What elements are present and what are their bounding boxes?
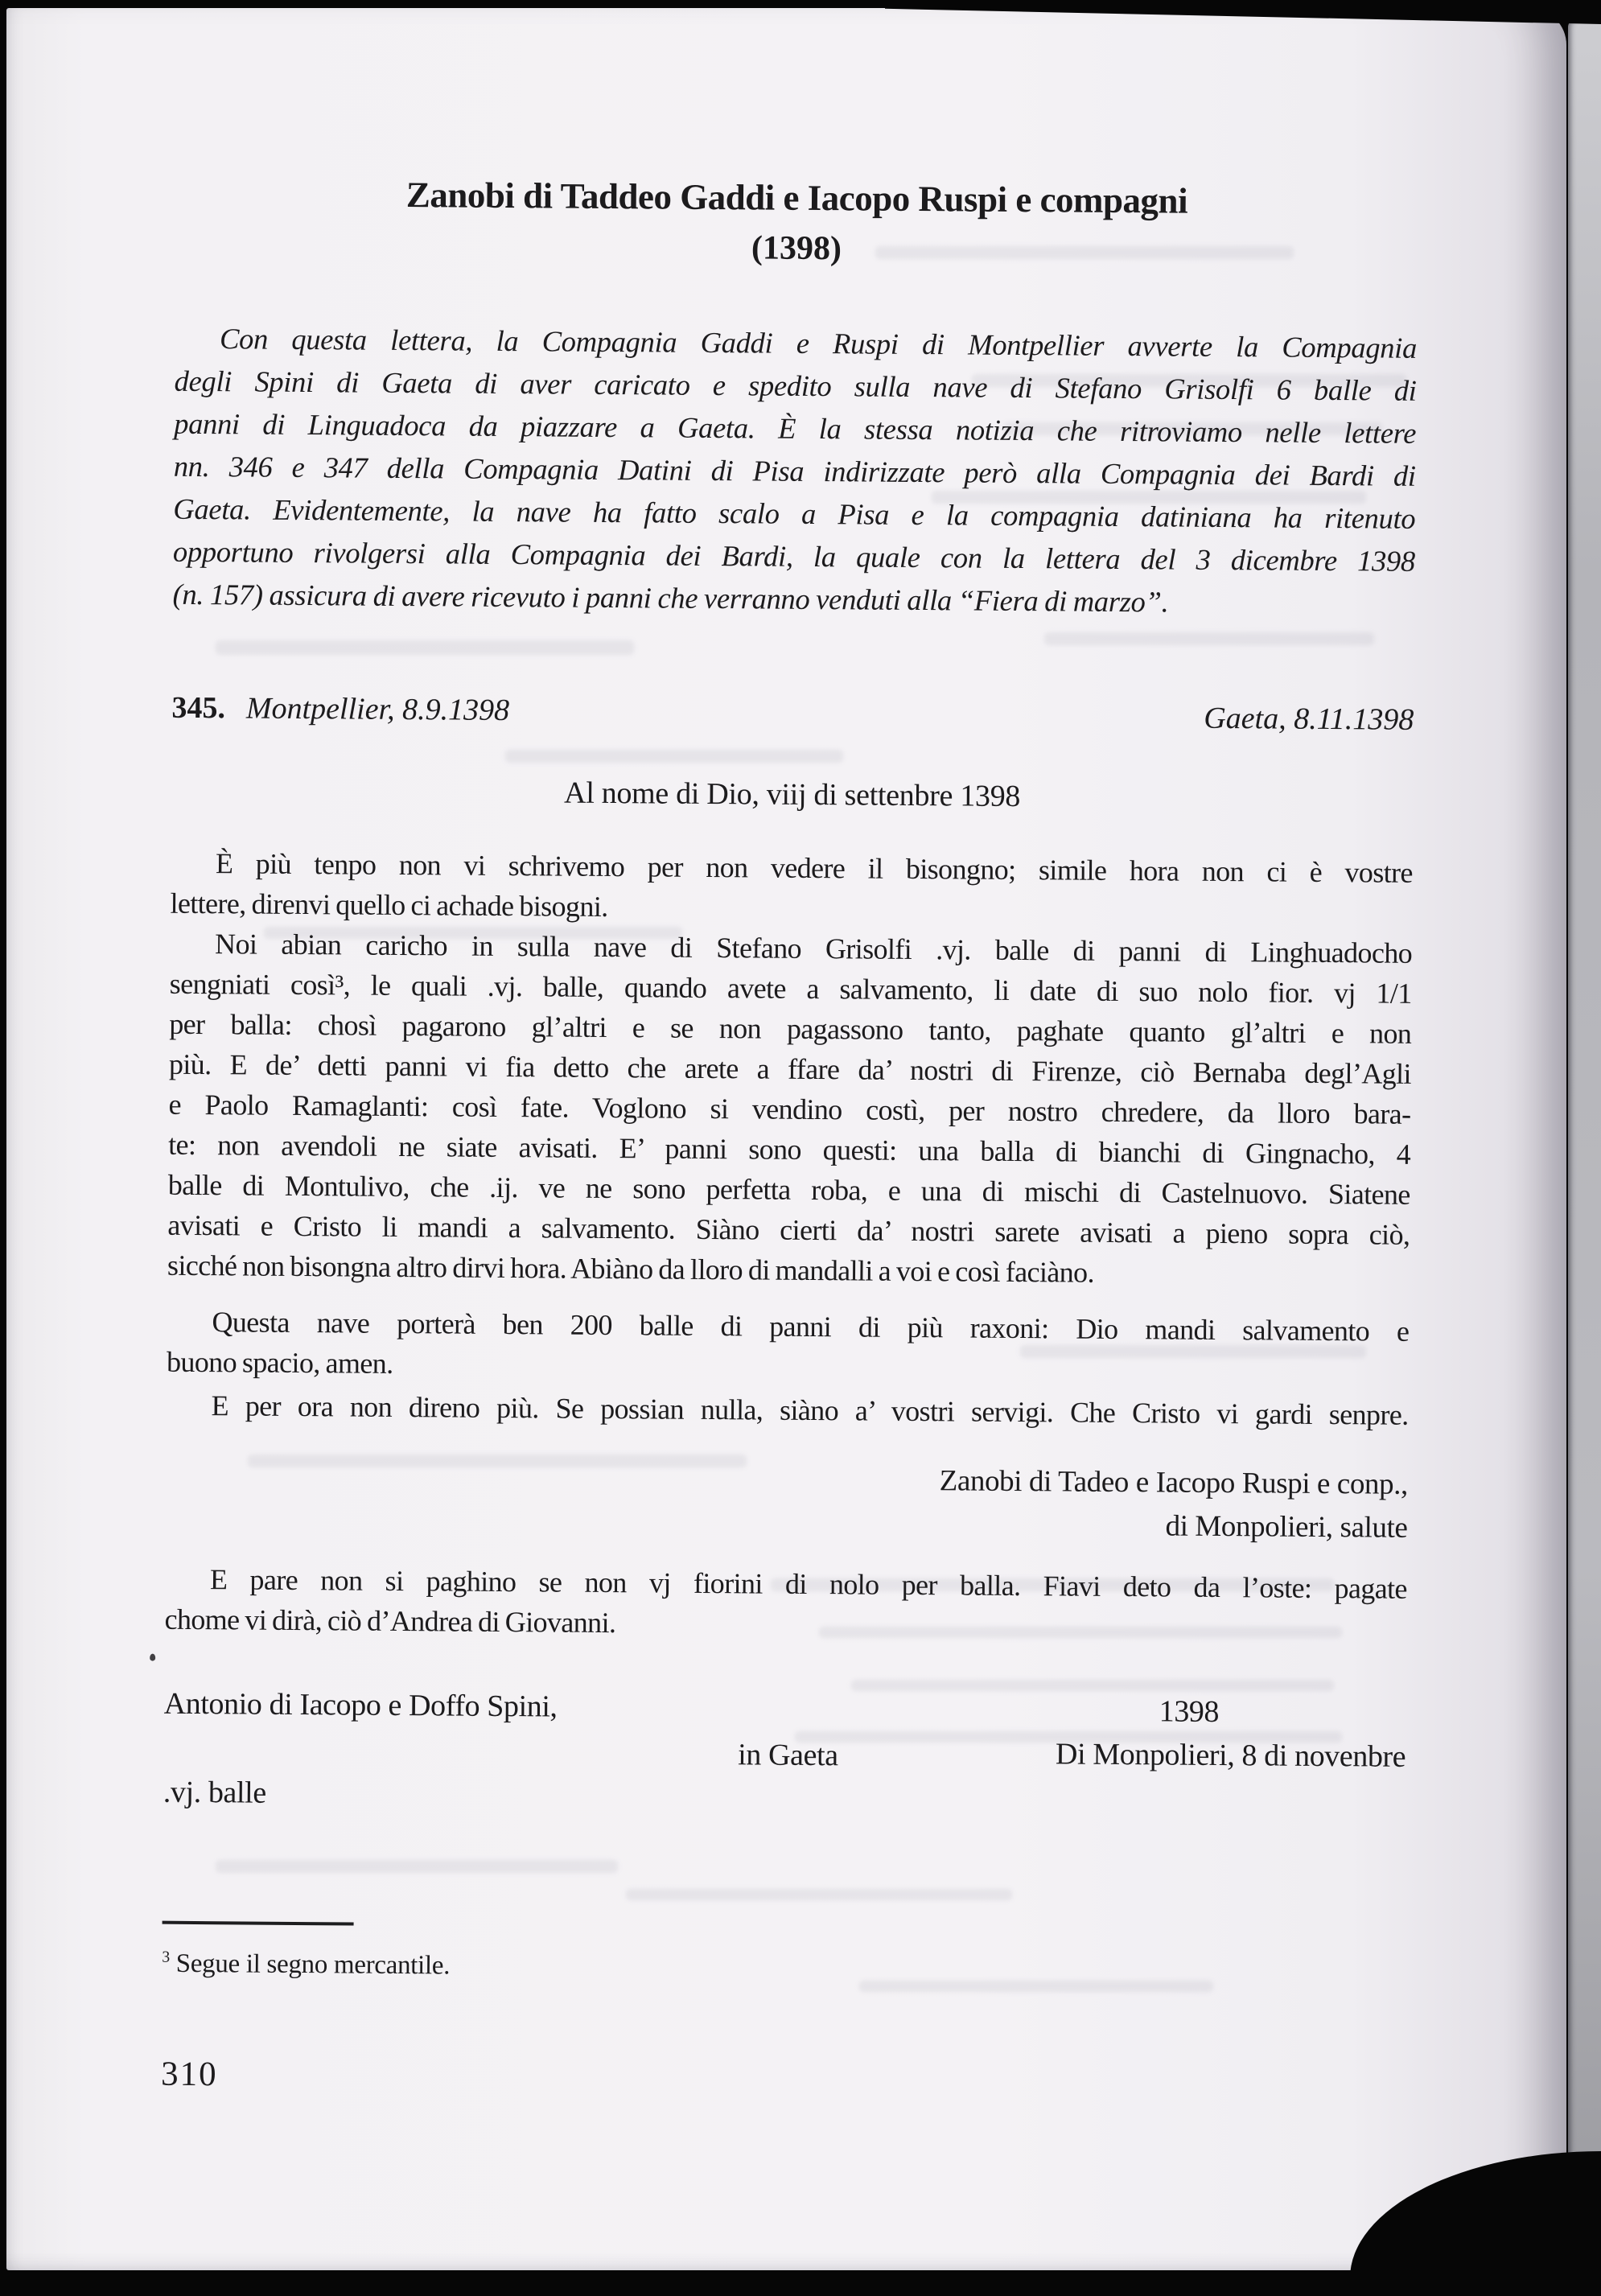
book-page-edge: [1568, 19, 1601, 2230]
letter-paragraph-2: Noi abian caricho in sulla nave di Stefano Grisolfi .vj. balle di panni di Linghuadocho sengniati così³, le quali .vj. balle, quando avete a salvamento, li date di suo nolo fior. vj 1/1 per balla: chosì pagarono gl’altri e se non pagassono tanto, paghate quanto gl’altri e non più. E de’ detti panni vi fia detto che arete a ffare da’ nostri di Firenze, ciò Bernaba degl’Agli e Paolo Ramaglanti: così fate. Voglono si vendino costì, per nostro chredere, da lloro bara- te: non avendoli ne siate avisati. E’ panni sono questi: una balla di bianchi di Gingnacho, 4 balle di Montulivo, che .ij. ve ne sono perfetta roba, e una di mischi di Castelnuovo. Siatene avisati e Cristo li mandi a salvamento. Siàno cierti da’ nostri sarete avisati a pieno sopra ciò, sicché non bisongna altro dirvi hora. Abiàno da lloro di mandalli a voi e così faciàno.: [167, 928, 1413, 1289]
ink-spot-artifact: [150, 1654, 155, 1661]
salutation: Al nome di Dio, viij di settenbre 1398: [563, 776, 1021, 814]
page-title: Zanobi di Taddeo Gaddi e Iacopo Ruspi e compagni: [405, 175, 1188, 221]
address-place: in Gaeta: [738, 1738, 838, 1773]
footnote: [162, 1948, 1404, 1989]
footnote-text: Segue il segno mercantile.: [175, 1948, 451, 1981]
address-recipient: Antonio di Iacopo e Doffo Spini,: [163, 1686, 558, 1724]
letter-number: 345.: [171, 690, 226, 726]
letter-paragraph-3: Questa nave porterà ben 200 balle di panni di più raxoni: Dio mandi salvamento e buono spacio, amen.: [166, 1306, 1410, 1380]
address-year: 1398: [1159, 1694, 1220, 1729]
address-bales-note: .vj. balle: [163, 1775, 266, 1810]
address-provenance: Di Monpolieri, 8 di novenbre: [1055, 1737, 1406, 1774]
postscript: E pare non si paghino se non vj fiorini di nolo per balla. Fiavi deto da l’oste: pagate chome vi dirà, ciò d’Andrea di Giovanni.: [164, 1563, 1408, 1640]
signature-line-2: di Monpolieri, salute: [1165, 1509, 1408, 1545]
letter-origin-date: Montpellier, 8.9.1398: [245, 691, 510, 728]
signature-line-1: Zanobi di Tadeo e Iacopo Ruspi e conp.,: [939, 1464, 1409, 1501]
page-number: 310: [160, 2055, 218, 2094]
letter-destination-date: Gaeta, 8.11.1398: [1204, 701, 1414, 737]
letter-paragraph-1: È più tenpo non vi schrivemo per non vedere il bisongno; simile hora non ci è vostre lettere, direnvi quello ci achade bisogni.: [170, 847, 1414, 923]
editorial-note: Con questa lettera, la Compagnia Gaddi e Ruspi di Montpellier avverte la Compagnia degli Spini di Gaeta di aver caricato e spedito sulla nave di Stefano Grisolfi 6 balle di panni di Linguadoca da piazzare a Gaeta. È la stessa notizia che ritroviamo nelle lettere nn. 346 e 347 della Compagnia Datini di Pisa indirizzate però alla Compagnia dei Bardi di Gaeta. Evidentemente, la nave ha fatto scalo a Pisa e la compagnia datiniana ha ritenuto opportuno rivolgersi alla Compagnia dei Bardi, la quale con la lettera del 3 dicembre 1398 (n. 157) assicura di avere ricevuto i panni che verranno venduti alla “Fiera di marzo”.: [172, 322, 1418, 619]
footnote-marker: 3: [162, 1948, 170, 1966]
year-subtitle: (1398): [751, 229, 842, 268]
letter-heading: [171, 690, 1414, 735]
letter-paragraph-4: E per ora non direno più. Se possian nulla, siàno a’ vostri servigi. Che Cristo vi gardi senpre.: [211, 1389, 1409, 1431]
footnote-rule: [163, 1921, 354, 1926]
address-row-recipient: [164, 1686, 1406, 1731]
